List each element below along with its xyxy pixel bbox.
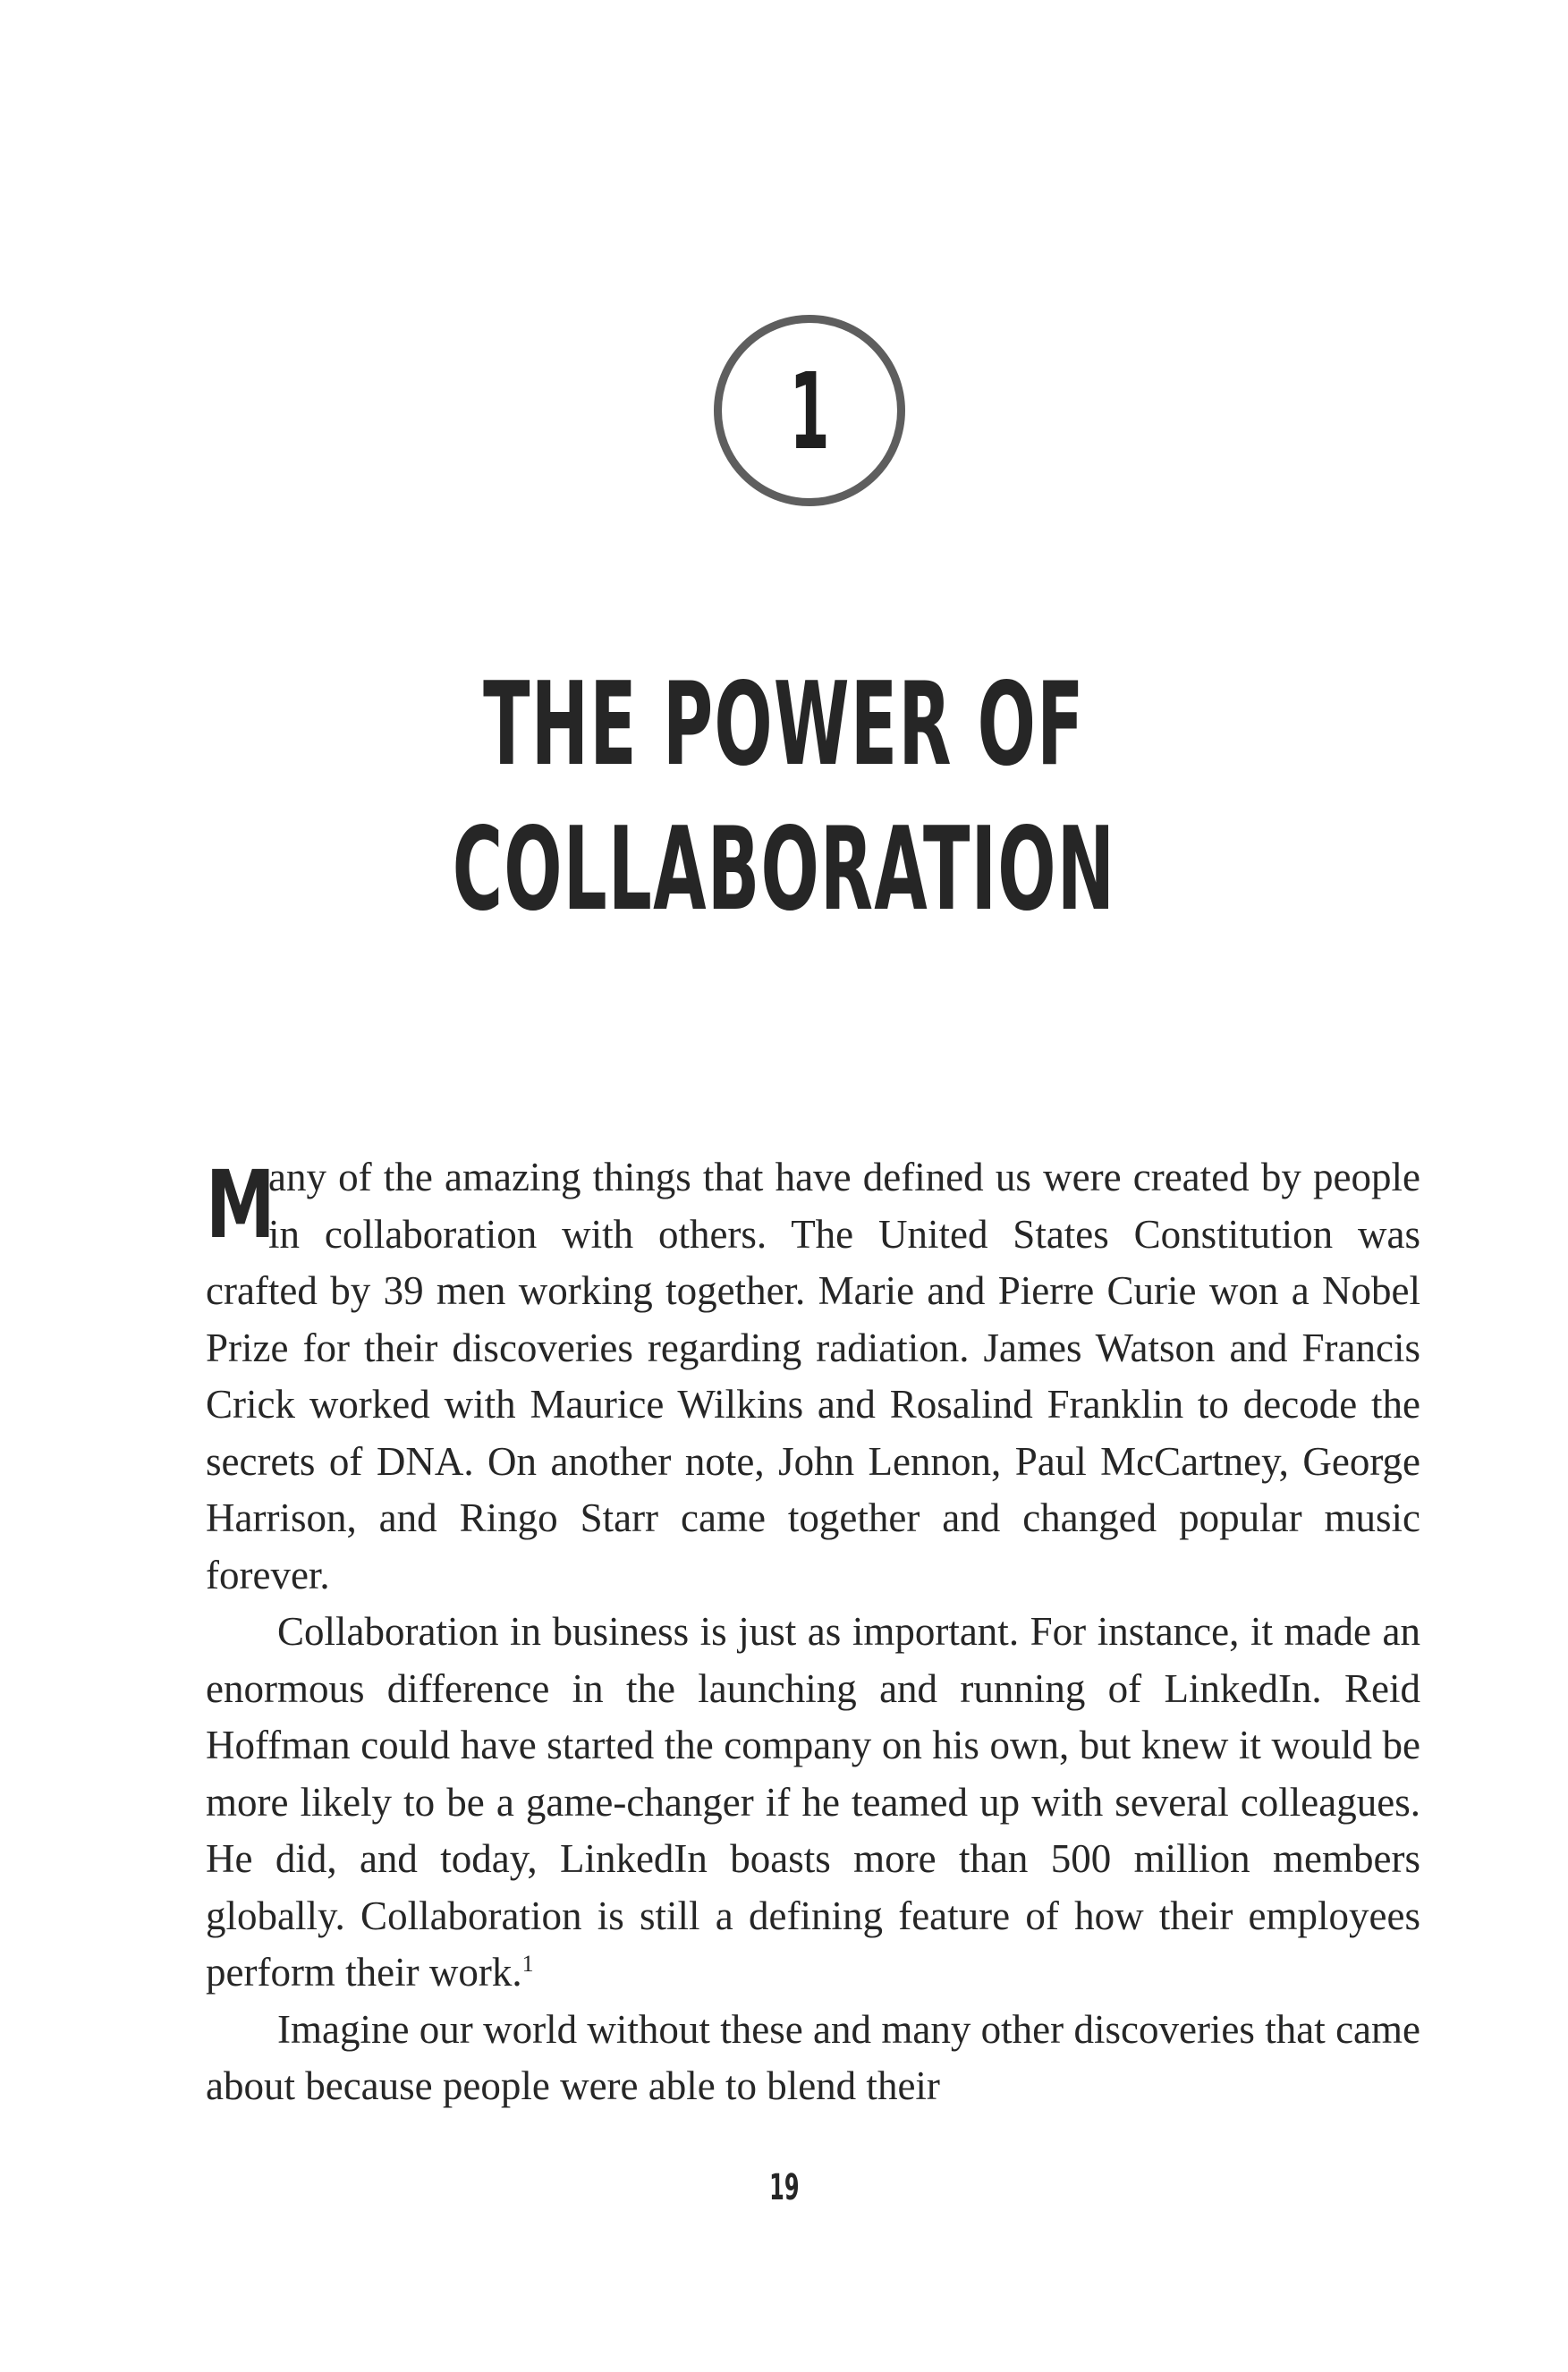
- paragraph-2: [206, 1604, 1420, 2002]
- paragraph-3: [206, 2002, 1420, 2115]
- paragraph-3-text: Imagine our world without these and many other discoveries that came about because people were able to blend their: [206, 2006, 1420, 2108]
- paragraph-1-text: any of the amazing things that have defined us were created by people in collaboration with others. The United States Constitution was crafted by 39 men working together. Marie and Pierre Curie won a Nobel Prize for their discoveries regarding radiation. James Watson and Francis Crick worked with Maurice Wilkins and Rosalind Franklin to decode the secrets of DNA. On another note, John Lennon, Paul McCartney, George Harrison, and Ringo Starr came together and changed popular music forever.: [206, 1155, 1420, 1597]
- paragraph-1: [206, 1149, 1420, 1604]
- chapter-title: [0, 653, 1568, 943]
- footnote-marker: 1: [521, 1951, 534, 1977]
- chapter-number-badge: [714, 315, 905, 506]
- chapter-title-line-2: COLLABORATION: [452, 803, 1116, 936]
- page-number: [0, 2167, 1568, 2208]
- drop-cap: M: [206, 1150, 275, 1259]
- paragraph-2-text: Collaboration in business is just as important. For instance, it made an enormous difference in the launching and running of LinkedIn. Reid Hoffman could have started the company on his own, but knew it would be more likely to be a game-changer if he teamed up with several colleagues. He did, and today, LinkedIn boasts more than 500 million members globally. Collaboration is still a defining feature of how their employees perform their work.: [206, 1609, 1420, 1995]
- page-number-text: 19: [768, 2167, 800, 2208]
- body-text: [206, 1149, 1420, 2115]
- chapter-number: 1: [789, 350, 830, 473]
- chapter-title-line-1: THE POWER OF: [483, 658, 1085, 792]
